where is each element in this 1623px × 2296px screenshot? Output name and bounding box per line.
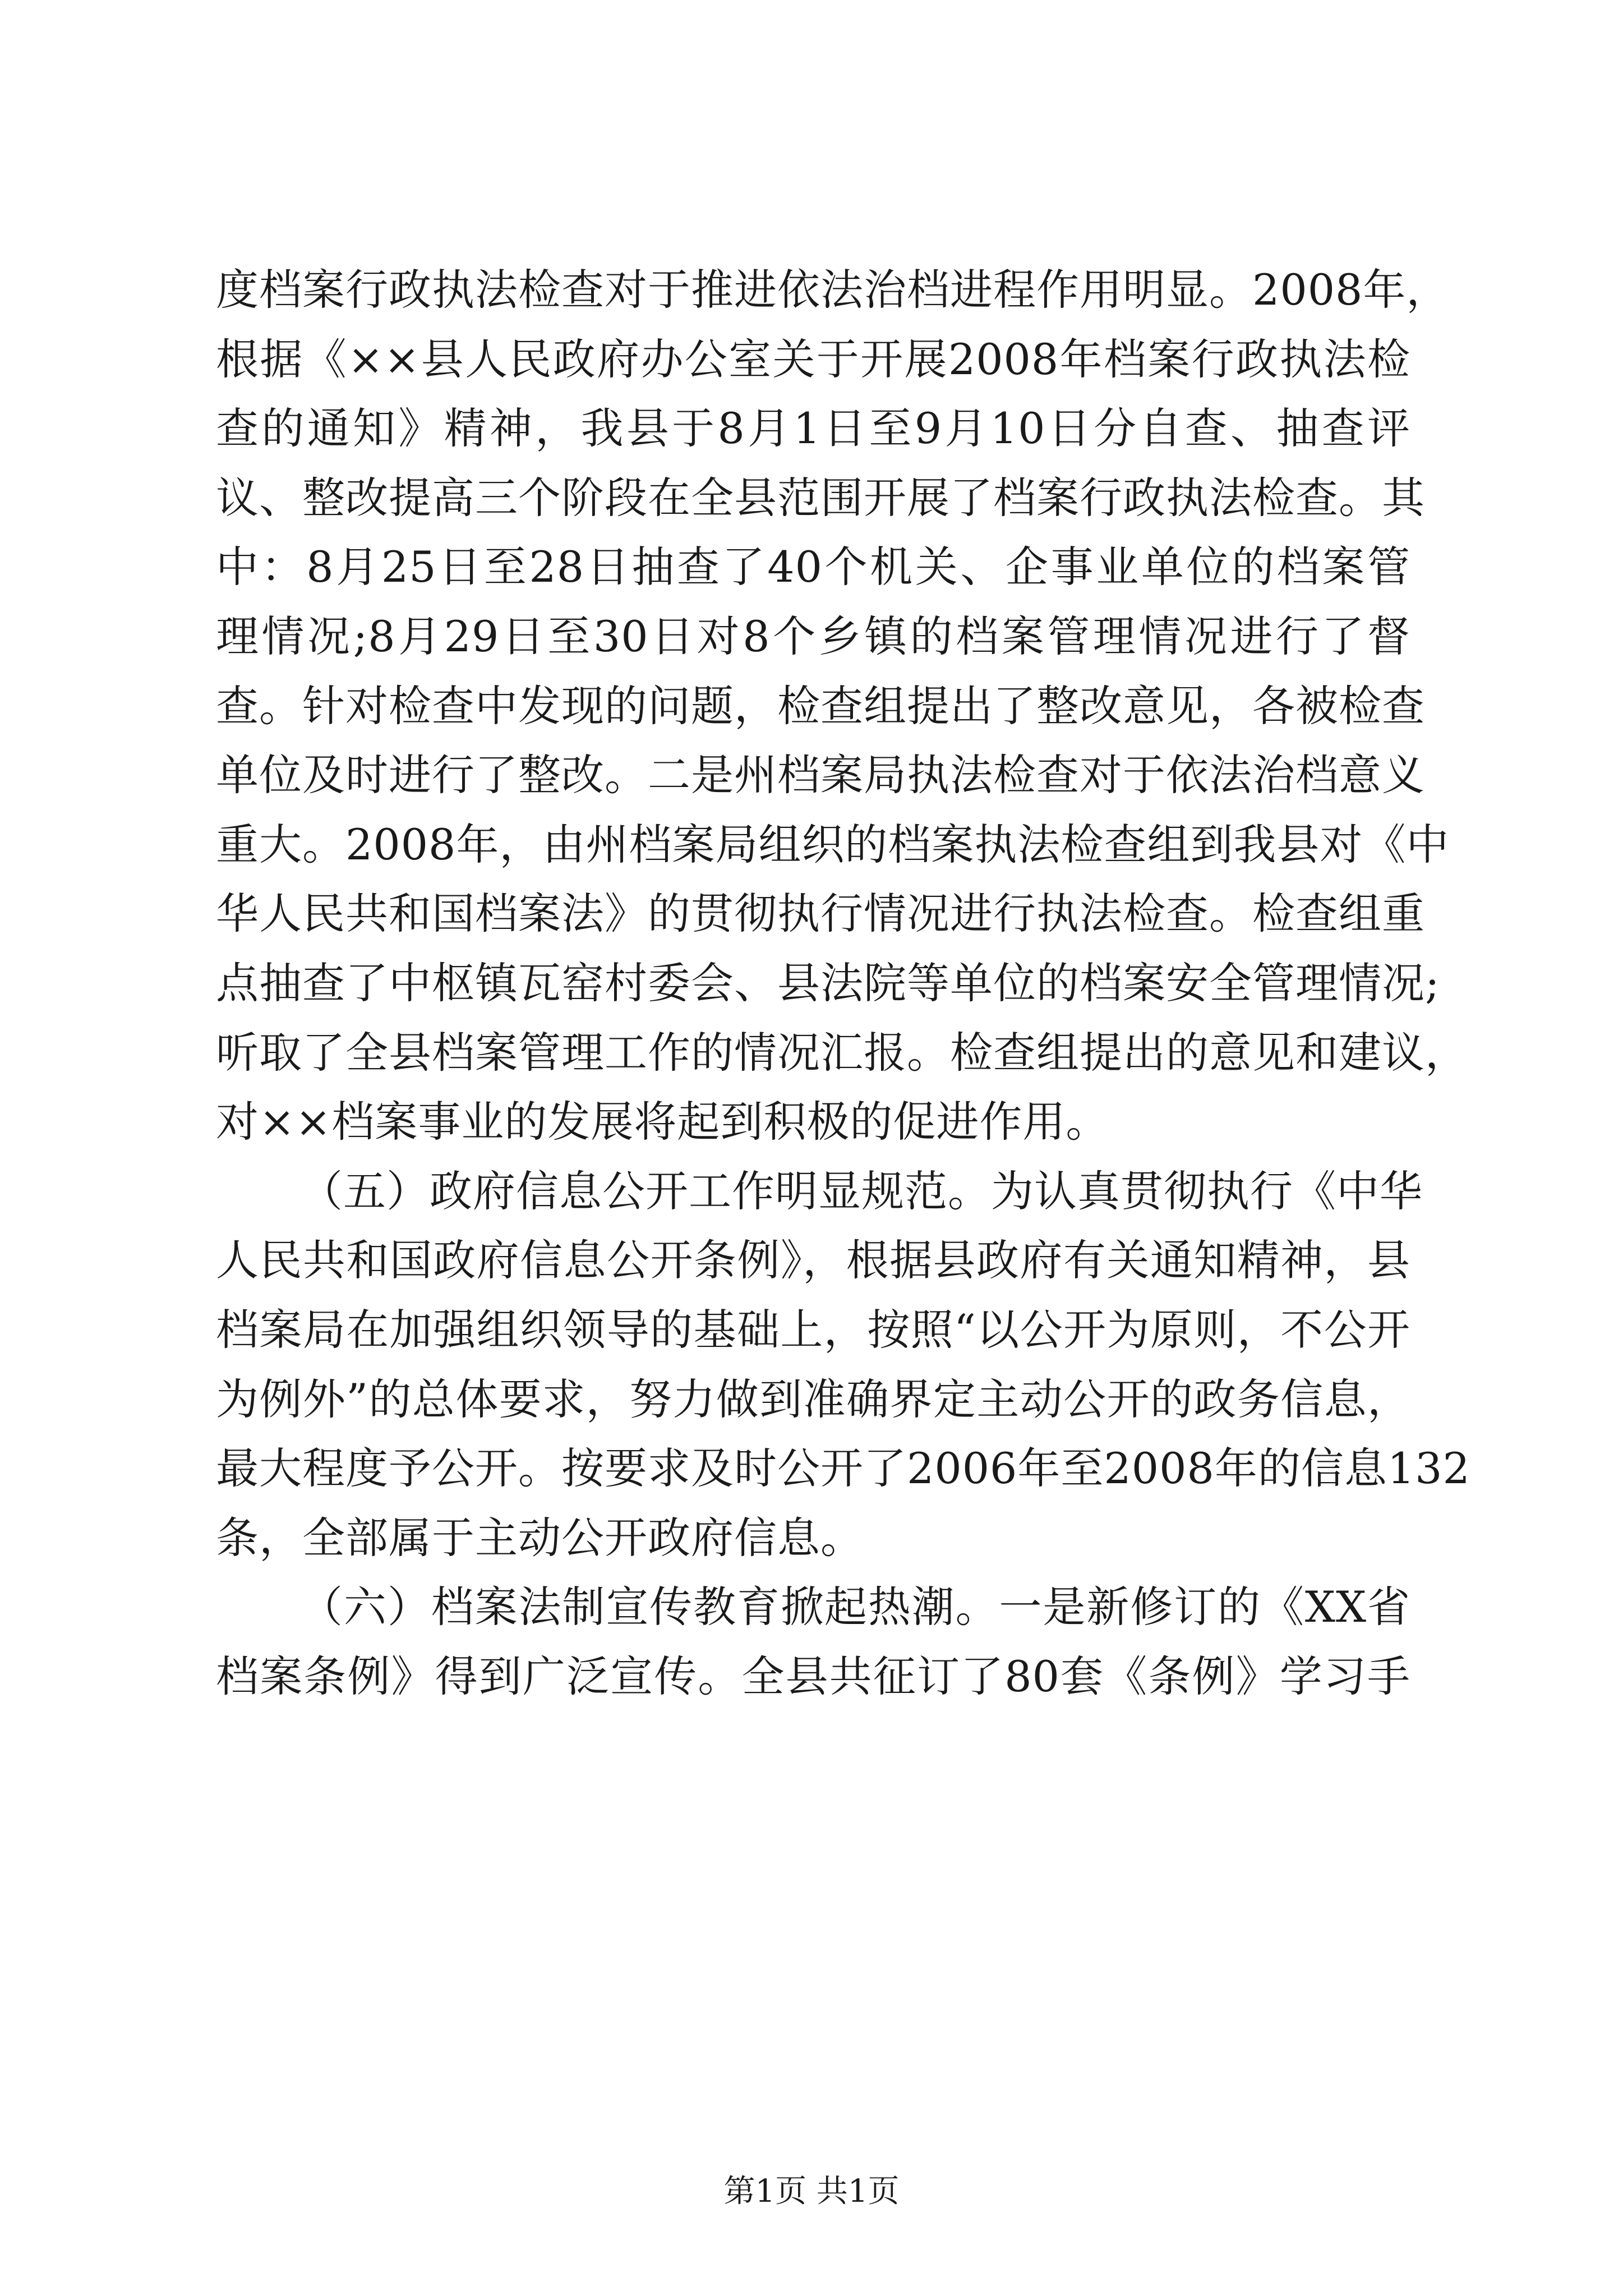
text-line: 对××档案事业的发展将起到积极的促进作用。 [216, 1097, 1109, 1147]
text-line: 为例外”的总体要求，努力做到准确界定主动公开的政务信息， [216, 1374, 1410, 1424]
text-line: 最大程度予公开。按要求及时公开了2006年至2008年的信息132 [216, 1443, 1470, 1494]
text-line: 单位及时进行了整改。二是州档案局执法检查对于依法治档意义 [216, 750, 1425, 800]
text-line: 华人民共和国档案法》的贯彻执行情况进行执法检查。检查组重 [216, 889, 1425, 939]
text-line: 人民共和国政府信息公开条例》，根据县政府有关通知精神，县 [216, 1235, 1410, 1286]
text-line: 度档案行政执法检查对于推进依法治档进程作用明显。2008年， [216, 265, 1450, 315]
text-line: 点抽查了中枢镇瓦窑村委会、县法院等单位的档案安全管理情况; [216, 958, 1440, 1008]
page-number: 第1页 共1页 [723, 2173, 900, 2210]
text-line: 查。针对检查中发现的问题，检查组提出了整改意见，各被检查 [216, 680, 1425, 731]
text-line: 档案局在加强组织领导的基础上，按照“以公开为原则，不公开 [216, 1304, 1410, 1355]
text-line: 查的通知》精神，我县于8月1日至9月10日分自查、抽查评 [216, 403, 1410, 454]
text-line: 重大。2008年，由州档案局组织的档案执法检查组到我县对《中 [216, 819, 1450, 869]
text-line: 中：8月25日至28日抽查了40个机关、企事业单位的档案管 [216, 542, 1410, 592]
paragraph-first-line: （六）档案法制宣传教育掀起热潮。一是新修订的《XX省 [300, 1582, 1410, 1632]
text-line: 议、整改提高三个阶段在全县范围开展了档案行政执法检查。其 [216, 472, 1425, 523]
text-line: 档案条例》得到广泛宣传。全县共征订了80套《条例》学习手 [216, 1651, 1410, 1701]
page-footer [0, 2172, 1623, 2211]
text-line: 根据《××县人民政府办公室关于开展2008年档案行政执法检 [216, 334, 1410, 384]
paragraph-first-line: （五）政府信息公开工作明显规范。为认真贯彻执行《中华 [300, 1166, 1423, 1216]
document-body [216, 255, 1470, 1711]
text-line: 理情况;8月29日至30日对8个乡镇的档案管理情况进行了督 [216, 611, 1410, 661]
text-line: 听取了全县档案管理工作的情况汇报。检查组提出的意见和建议， [216, 1027, 1468, 1078]
text-line: 条，全部属于主动公开政府信息。 [216, 1512, 864, 1563]
